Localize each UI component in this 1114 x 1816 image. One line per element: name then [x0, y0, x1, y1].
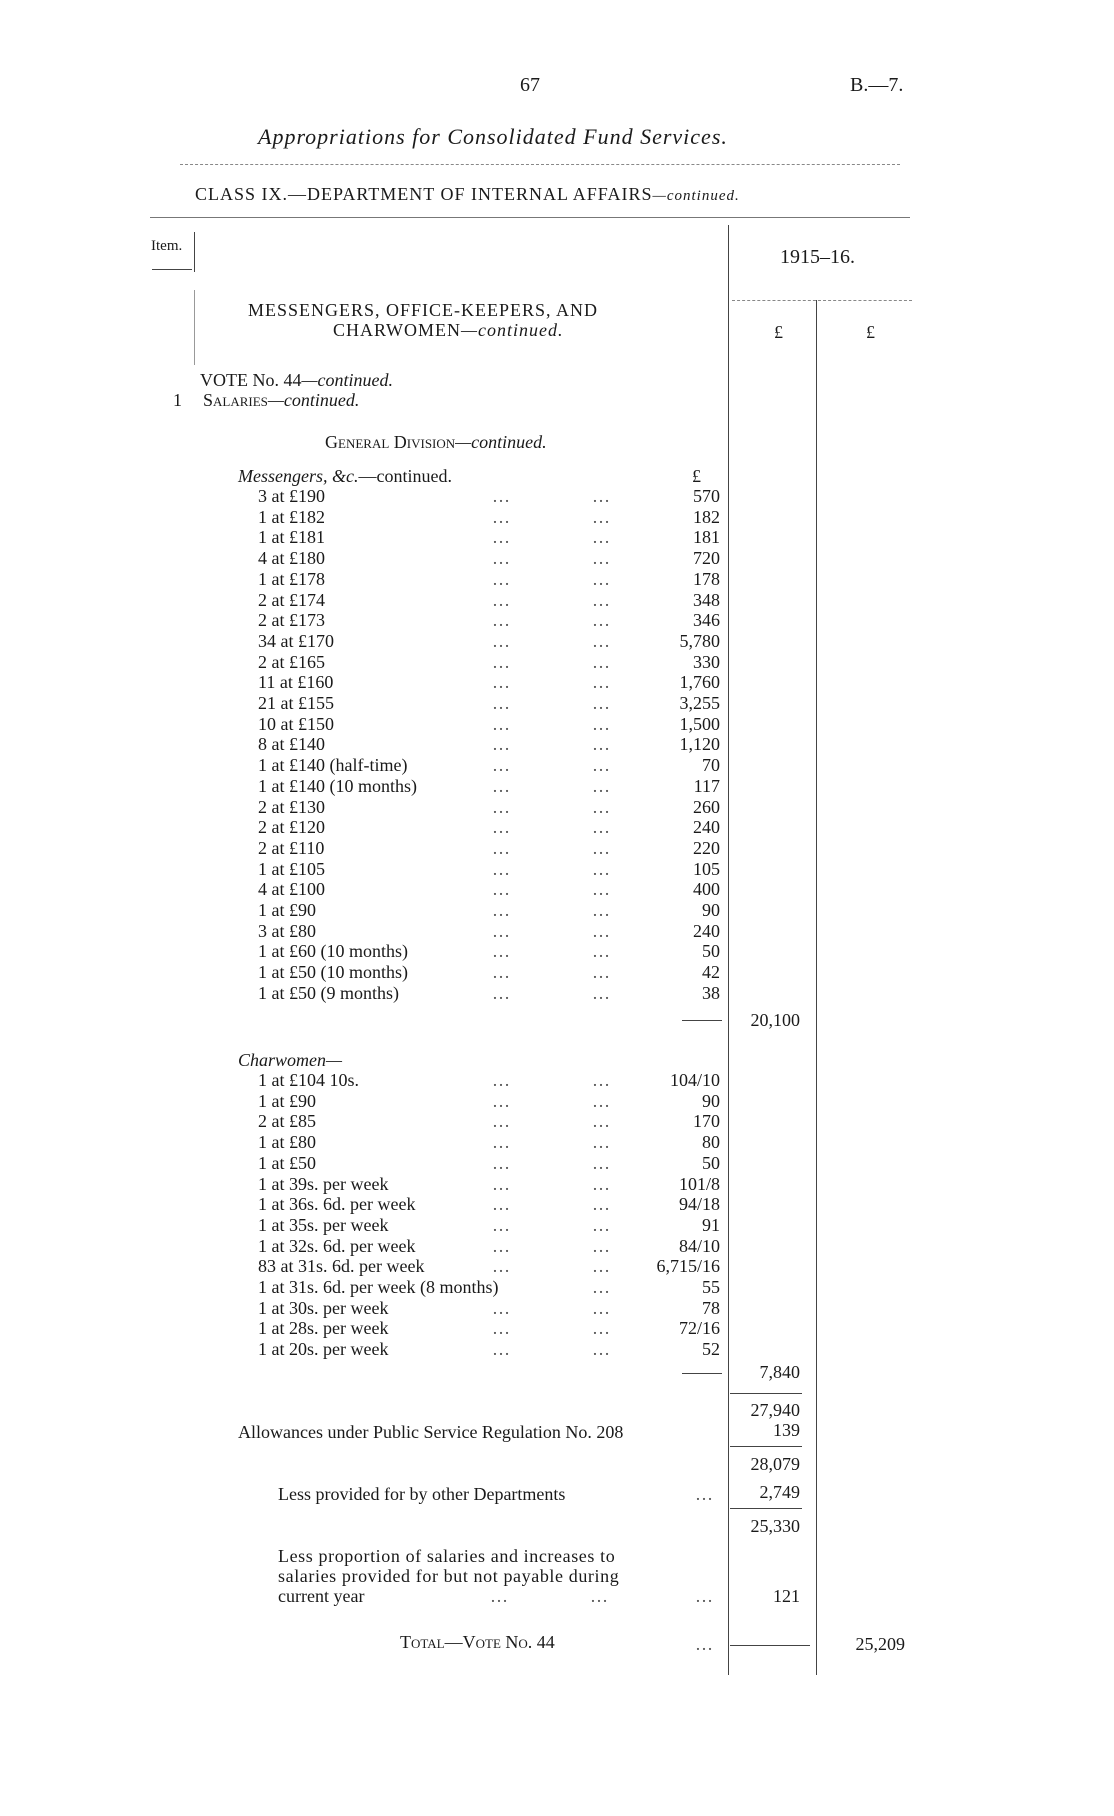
row-amount: 3,255 [679, 693, 720, 713]
sum-3: 25,330 [750, 1516, 800, 1536]
dot-leader: … [492, 1111, 510, 1132]
less-proportion-line-3: current year … … … [278, 1586, 713, 1606]
subtotal-rule [682, 1020, 722, 1021]
row-amount: 182 [693, 506, 720, 527]
less-proportion-line-1: Less proportion of salaries and increases to [278, 1546, 616, 1566]
row-amount: 5,780 [679, 630, 720, 651]
sum-rule [730, 1508, 802, 1509]
section-heading: MESSENGERS, OFFICE-KEEPERS, AND [248, 300, 599, 320]
dot-leader: … [492, 1256, 510, 1277]
row-description: 21 at £155 [258, 693, 334, 713]
row-description: 2 at £85 [258, 1111, 316, 1132]
row-description: 1 at £50 (10 months) [258, 962, 408, 983]
document-reference: B.—7. [850, 74, 904, 96]
dot-leader: … [592, 568, 610, 589]
dot-leader: … [592, 817, 610, 838]
messengers-subtotal: 20,100 [750, 1010, 800, 1030]
dot-leader: … [492, 837, 510, 858]
subtotal-rule [682, 1373, 722, 1374]
divider [732, 300, 912, 301]
row-description: 1 at 30s. per week [258, 1297, 389, 1318]
row-amount: 38 [702, 982, 720, 1003]
year-heading: 1915–16. [780, 246, 855, 268]
dot-leader: … [592, 1152, 610, 1173]
dot-leader: … [592, 1070, 610, 1090]
row-amount: 84/10 [678, 1235, 720, 1256]
row-amount: 52 [702, 1339, 720, 1360]
row-description: 1 at £181 [258, 527, 325, 548]
dot-leader: … [592, 1256, 610, 1277]
row-amount: 6,715/16 [656, 1256, 720, 1277]
dot-leader: … [592, 486, 610, 506]
dot-leader: … [492, 630, 510, 651]
allowances-label: Allowances under Public Service Regulation No. 208 [238, 1422, 624, 1442]
column-rule [194, 290, 195, 365]
row-description: 8 at £140 [258, 734, 325, 755]
sum-rule [730, 1446, 802, 1447]
dot-leader: … [492, 1070, 510, 1090]
page-number: 67 [520, 74, 540, 96]
less-proportion-line-2: salaries provided for but not payable during [278, 1566, 620, 1586]
row-amount: 91 [702, 1214, 720, 1235]
row-amount: 1,120 [679, 734, 720, 755]
row-amount: 260 [693, 796, 720, 817]
sum-2: 28,079 [750, 1454, 800, 1474]
charwomen-subtotal: 7,840 [759, 1362, 800, 1382]
column-rule [816, 300, 817, 1675]
dot-leader: … [592, 1318, 610, 1339]
row-description: 83 at 31s. 6d. per week [258, 1256, 425, 1277]
dot-leader: … [592, 672, 610, 693]
less-proportion-amount: 121 [773, 1586, 800, 1606]
dot-leader: … [592, 982, 610, 1003]
row-description: 1 at £140 (10 months) [258, 775, 417, 796]
dot-leader: … [492, 486, 510, 506]
row-amount: 570 [693, 486, 720, 506]
dot-leader: … [492, 817, 510, 838]
dot-leader: … [492, 1152, 510, 1173]
dot-leader: … [492, 900, 510, 920]
row-description: 1 at 39s. per week [258, 1173, 389, 1194]
row-description: 2 at £173 [258, 610, 325, 631]
row-amount: 240 [693, 817, 720, 838]
dot-leader: … [492, 568, 510, 589]
row-amount: 348 [693, 589, 720, 610]
total-label: Total—Vote No. 44 [400, 1632, 555, 1652]
dot-leader: … [592, 1297, 610, 1318]
dot-leader: … [592, 858, 610, 879]
dot-leader: … [492, 1090, 510, 1111]
dot-leader: … [592, 900, 610, 920]
dot-leader: … [492, 1132, 510, 1153]
dot-leader: … [492, 1235, 510, 1256]
row-description: 4 at £100 [258, 879, 325, 900]
item-number: 1 [173, 390, 182, 410]
dot-leader: … [492, 920, 510, 941]
row-amount: 55 [702, 1277, 720, 1297]
row-description: 1 at £182 [258, 506, 325, 527]
dot-leader: … [492, 879, 510, 900]
column-rule [728, 225, 729, 1675]
row-description: 1 at £178 [258, 568, 325, 589]
row-description: 1 at 31s. 6d. per week (8 months) [258, 1277, 499, 1297]
dot-leader: … [592, 1277, 610, 1297]
dot-leader: … [592, 610, 610, 631]
dot-leader: … [492, 775, 510, 796]
row-description: 2 at £110 [258, 837, 325, 858]
dot-leader: … [592, 630, 610, 651]
class-heading: CLASS IX.—DEPARTMENT OF INTERNAL AFFAIRS—continued. [195, 184, 740, 204]
row-amount: 181 [693, 527, 720, 548]
row-description: 2 at £165 [258, 651, 325, 672]
dot-leader: … [592, 734, 610, 755]
dot-leader: … [492, 506, 510, 527]
row-description: 1 at £90 [258, 900, 316, 920]
dot-leader: … [492, 755, 510, 776]
dot-leader: … [492, 1297, 510, 1318]
allowances-amount: 139 [773, 1420, 800, 1440]
dot-leader: … [592, 506, 610, 527]
dot-leader: … [592, 1339, 610, 1360]
row-description: 1 at £90 [258, 1090, 316, 1111]
row-description: 1 at £140 (half-time) [258, 755, 408, 776]
dot-leader: … [492, 713, 510, 734]
row-description: 3 at £80 [258, 920, 316, 941]
column-rule [194, 232, 195, 272]
row-description: 11 at £160 [258, 672, 334, 693]
row-description: 1 at 20s. per week [258, 1339, 389, 1360]
row-amount: 70 [702, 755, 720, 776]
row-description: 1 at £105 [258, 858, 325, 879]
dot-leader: … [592, 548, 610, 569]
divider [152, 269, 192, 270]
dot-leader: … [492, 1318, 510, 1339]
dot-leader: … [492, 672, 510, 693]
row-description: 4 at £180 [258, 548, 325, 569]
row-description: 1 at £50 [258, 1152, 316, 1173]
row-amount: 50 [702, 1152, 720, 1173]
row-description: 1 at £60 (10 months) [258, 941, 408, 962]
charwomen-heading: Charwomen— [238, 1050, 343, 1070]
row-description: 1 at 36s. 6d. per week [258, 1194, 416, 1215]
dot-leader: … [592, 941, 610, 962]
row-amount: 178 [693, 568, 720, 589]
row-amount: 400 [693, 879, 720, 900]
dot-leader: … [492, 1173, 510, 1194]
dot-leader: … [592, 755, 610, 776]
general-division-heading: General Division—continued. [325, 432, 547, 452]
row-amount: 240 [693, 920, 720, 941]
row-description: 1 at 35s. per week [258, 1214, 389, 1235]
row-description: 2 at £174 [258, 589, 325, 610]
row-amount: 50 [702, 941, 720, 962]
row-description: 1 at 32s. 6d. per week [258, 1235, 416, 1256]
dot-leader: … [592, 962, 610, 983]
sum-1: 27,940 [750, 1400, 800, 1420]
dot-leader: … [592, 527, 610, 548]
dot-leader: … [592, 1090, 610, 1111]
dot-leader: … [592, 920, 610, 941]
salaries-heading: Salaries—continued. [203, 390, 360, 410]
row-amount: 1,500 [679, 713, 720, 734]
row-amount: 346 [693, 610, 720, 631]
dot-leader: … [492, 651, 510, 672]
row-amount: 170 [693, 1111, 720, 1132]
row-amount: 101/8 [678, 1173, 720, 1194]
dot-leader: … [592, 651, 610, 672]
total-leader: … [695, 1634, 713, 1654]
row-amount: 90 [702, 900, 720, 920]
dot-leader: … [592, 1214, 610, 1235]
row-amount: 330 [693, 651, 720, 672]
dot-leader: … [592, 1235, 610, 1256]
dot-leader: … [592, 1132, 610, 1153]
row-amount: 72/16 [678, 1318, 720, 1339]
dot-leader: … [492, 982, 510, 1003]
row-amount: 42 [702, 962, 720, 983]
dot-leader: … [592, 837, 610, 858]
dot-leader: … [492, 858, 510, 879]
dot-leader: … [492, 548, 510, 569]
item-column-header: Item. [151, 238, 183, 254]
row-description: 10 at £150 [258, 713, 334, 734]
dot-leader: … [492, 693, 510, 713]
row-description: 1 at 28s. per week [258, 1318, 389, 1339]
dot-leader: … [492, 610, 510, 631]
dot-leader: … [492, 527, 510, 548]
row-amount: 104/10 [669, 1070, 720, 1090]
dot-leader: … [492, 962, 510, 983]
section-heading-cont: CHARWOMEN—continued. [333, 320, 564, 340]
sum-rule [730, 1393, 802, 1394]
dot-leader: … [492, 941, 510, 962]
row-amount: 105 [693, 858, 720, 879]
dot-leader: … [492, 1339, 510, 1360]
dot-leader: … [592, 1173, 610, 1194]
row-amount: 78 [702, 1297, 720, 1318]
row-description: 3 at £190 [258, 486, 325, 506]
dot-leader: … [492, 589, 510, 610]
dot-leader: … [492, 734, 510, 755]
dot-leader: … [592, 693, 610, 713]
row-amount: 90 [702, 1090, 720, 1111]
dot-leader: … [592, 713, 610, 734]
pound-sign: £ [692, 466, 701, 486]
dot-leader: … [592, 796, 610, 817]
total-amount: 25,209 [855, 1634, 905, 1654]
less-other-label: Less provided for by other Departments … [278, 1484, 713, 1504]
less-other-amount: 2,749 [759, 1482, 800, 1502]
row-description: 2 at £120 [258, 817, 325, 838]
dot-leader: … [592, 879, 610, 900]
dot-leader: … [592, 1194, 610, 1215]
vote-heading: VOTE No. 44—continued. [200, 370, 393, 390]
total-rule [730, 1645, 810, 1646]
row-amount: 117 [693, 775, 720, 796]
page-title: Appropriations for Consolidated Fund Services. [258, 124, 728, 149]
row-description: 2 at £130 [258, 796, 325, 817]
dot-leader: … [592, 1111, 610, 1132]
dot-leader: … [592, 775, 610, 796]
row-amount: 1,760 [679, 672, 720, 693]
dot-leader: … [592, 589, 610, 610]
pound-column-1: £ [774, 322, 783, 342]
row-amount: 80 [702, 1132, 720, 1153]
row-description: 1 at £104 10s. [258, 1070, 359, 1090]
pound-column-2: £ [866, 322, 875, 342]
row-description: 1 at £80 [258, 1132, 316, 1153]
row-amount: 220 [693, 837, 720, 858]
dot-leader: … [492, 1214, 510, 1235]
row-description: 34 at £170 [258, 630, 334, 651]
row-amount: 720 [693, 548, 720, 569]
dot-leader: … [492, 796, 510, 817]
divider [150, 217, 910, 218]
dot-leader: … [492, 1194, 510, 1215]
row-description: 1 at £50 (9 months) [258, 982, 399, 1003]
messengers-heading: Messengers, &c.—continued. [238, 466, 452, 486]
row-amount: 94/18 [678, 1194, 720, 1215]
divider [180, 164, 900, 165]
